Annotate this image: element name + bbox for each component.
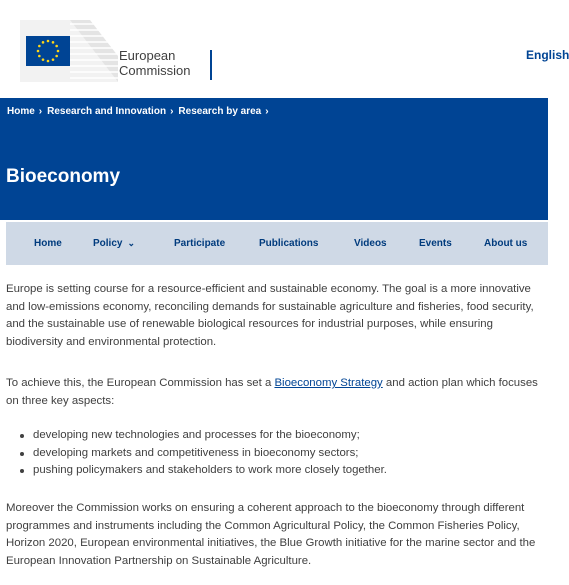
breadcrumb-separator: › xyxy=(38,106,43,117)
eu-star-icon xyxy=(52,58,55,61)
eu-star-icon xyxy=(38,45,41,48)
list-item: developing new technologies and processes for the bioeconomy; xyxy=(6,427,546,445)
tab-publications[interactable]: Publications xyxy=(259,238,319,249)
page-title-band xyxy=(0,126,548,220)
tab-policy-label: Policy xyxy=(93,238,123,249)
eu-star-icon xyxy=(47,60,50,63)
strategy-text-before: To achieve this, the European Commission has set a xyxy=(6,377,275,389)
chevron-down-icon: ⌄ xyxy=(127,238,136,248)
list-item: developing markets and competitiveness in bioeconomy sectors; xyxy=(6,445,546,463)
ec-name-line2: Commission xyxy=(119,63,191,78)
bioeconomy-strategy-link[interactable]: Bioeconomy Strategy xyxy=(274,377,383,389)
language-selector[interactable]: English xyxy=(526,48,569,62)
tab-home[interactable]: Home xyxy=(34,238,62,249)
section-nav xyxy=(6,222,548,265)
ec-building-logo-icon xyxy=(6,20,118,82)
breadcrumb xyxy=(0,98,548,126)
strategy-text-after: and action plan which focuses on three key aspects: xyxy=(6,377,538,407)
key-aspects-list xyxy=(6,427,546,480)
tab-participate[interactable]: Participate xyxy=(174,238,226,249)
ec-name xyxy=(119,48,191,78)
eu-star-icon xyxy=(38,55,41,58)
breadcrumb-separator: › xyxy=(170,106,174,117)
intro-paragraph: Europe is setting course for a resource-efficient and sustainable economy. The goal is a more innovative and low-emissions economy, reconciling demands for sustainable agriculture and fisheries, food security, and the sustainable use of renewable biological resources for industrial purposes, while ensuring biodiversity and environmental protection. xyxy=(6,283,534,348)
page-title: Bioeconomy xyxy=(6,166,121,187)
list-item: pushing policymakers and stakeholders to work more closely together. xyxy=(6,462,546,480)
ec-name-line1: European xyxy=(119,48,176,63)
breadcrumb-home[interactable]: Home xyxy=(7,106,35,117)
tab-policy[interactable] xyxy=(93,238,135,249)
breadcrumb-separator: › xyxy=(265,106,269,117)
eu-star-icon xyxy=(52,41,55,44)
tab-videos[interactable]: Videos xyxy=(354,238,387,249)
approach-paragraph: Moreover the Commission works on ensuring a coherent approach to the bioeconomy through different programmes and instruments including the Common Agricultural Policy, the Common Fisheries Policy, Horizon 2020, European environmental initiatives, the Blue Growth initiative for the marine sector and the European Innovation Partnership on Sustainable Agriculture. xyxy=(6,502,536,567)
breadcrumb-research-innovation[interactable]: Research and Innovation xyxy=(47,106,167,117)
breadcrumb-research-by-area[interactable]: Research by area xyxy=(178,106,262,117)
tab-events[interactable]: Events xyxy=(419,238,452,249)
eu-star-icon xyxy=(42,41,45,44)
eu-star-icon xyxy=(37,50,40,53)
eu-star-icon xyxy=(57,50,60,53)
eu-star-icon xyxy=(55,45,58,48)
strategy-paragraph xyxy=(6,375,546,410)
eu-star-icon xyxy=(47,40,50,43)
tab-about-us[interactable]: About us xyxy=(484,238,528,249)
site-header xyxy=(0,0,569,98)
ec-logo-divider xyxy=(210,50,212,80)
eu-star-icon xyxy=(42,58,45,61)
ec-logo[interactable] xyxy=(6,20,216,82)
eu-star-icon xyxy=(55,55,58,58)
